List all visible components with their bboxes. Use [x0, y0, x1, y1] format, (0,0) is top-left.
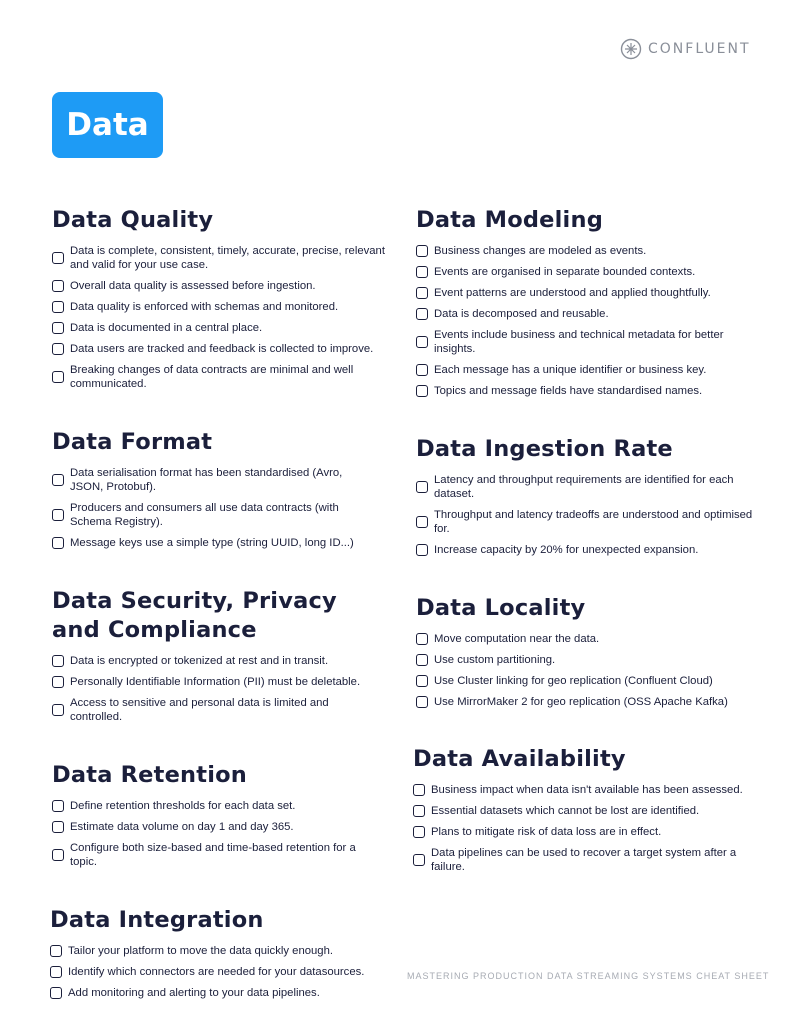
- section-data-modeling: [416, 206, 756, 405]
- checklist-item: [50, 944, 380, 958]
- checkbox-icon[interactable]: [416, 266, 428, 278]
- checklist-item: [413, 846, 758, 874]
- page-title-badge: Data: [52, 92, 163, 158]
- checklist-item-text: Data is complete, consistent, timely, accurate, precise, relevant and valid for your use case.: [70, 245, 385, 271]
- checklist-item: [416, 265, 756, 279]
- checklist-item-text: Estimate data volume on day 1 and day 365.: [70, 821, 294, 833]
- checklist-item: [413, 783, 758, 797]
- section-data-quality: [52, 206, 387, 398]
- checklist-item-text: Event patterns are understood and applied thoughtfully.: [434, 287, 711, 299]
- section-title: Data Availability: [413, 746, 626, 772]
- checklist-item-text: Identify which connectors are needed for your datasources.: [68, 966, 365, 978]
- checklist-item: [416, 307, 756, 321]
- checklist-item: [413, 825, 758, 839]
- checkbox-icon[interactable]: [416, 245, 428, 257]
- checklist-item-text: Overall data quality is assessed before ingestion.: [70, 280, 316, 292]
- checklist-item: [416, 695, 756, 709]
- checklist-item-text: Plans to mitigate risk of data loss are in effect.: [431, 826, 662, 838]
- checkbox-icon[interactable]: [416, 308, 428, 320]
- checklist-item: [416, 244, 756, 258]
- checkbox-icon[interactable]: [416, 516, 428, 528]
- checklist: [52, 654, 382, 724]
- checkbox-icon[interactable]: [52, 371, 64, 383]
- checkbox-icon[interactable]: [413, 784, 425, 796]
- checkbox-icon[interactable]: [416, 696, 428, 708]
- checklist-item: [52, 536, 372, 550]
- brand-header: [620, 38, 751, 60]
- brand-name: CONFLUENT: [648, 41, 751, 57]
- checklist-item-text: Business impact when data isn't available has been assessed.: [431, 784, 743, 796]
- checkbox-icon[interactable]: [52, 252, 64, 264]
- checklist-item-text: Data is decomposed and reusable.: [434, 308, 609, 320]
- checklist-item-text: Tailor your platform to move the data quickly enough.: [68, 945, 333, 957]
- checklist-item-text: Message keys use a simple type (string UUID, long ID...): [70, 537, 354, 549]
- checkbox-icon[interactable]: [416, 544, 428, 556]
- checklist-item-text: Each message has a unique identifier or business key.: [434, 364, 707, 376]
- checklist-item-text: Events include business and technical metadata for better insights.: [434, 329, 724, 355]
- checklist: [416, 244, 756, 398]
- checklist-item: [413, 804, 758, 818]
- checklist-item: [416, 632, 756, 646]
- section-title: Data Retention: [52, 762, 247, 788]
- checklist-item-text: Use Cluster linking for geo replication (Confluent Cloud): [434, 675, 713, 687]
- checklist-item: [52, 466, 372, 494]
- checklist-item: [52, 363, 387, 391]
- checkbox-icon[interactable]: [413, 805, 425, 817]
- section-title: Data Modeling: [416, 207, 603, 233]
- section-title: Data Ingestion Rate: [416, 436, 673, 462]
- checklist: [413, 783, 758, 874]
- checklist-item: [52, 300, 387, 314]
- checkbox-icon[interactable]: [52, 280, 64, 292]
- checklist-item-text: Data quality is enforced with schemas and monitored.: [70, 301, 339, 313]
- checkbox-icon[interactable]: [416, 385, 428, 397]
- checklist: [416, 473, 756, 557]
- checklist-item-text: Data users are tracked and feedback is collected to improve.: [70, 343, 374, 355]
- checklist: [416, 632, 756, 709]
- checklist-item: [52, 279, 387, 293]
- checklist-item: [52, 321, 387, 335]
- checkbox-icon[interactable]: [52, 704, 64, 716]
- checklist-item-text: Define retention thresholds for each data set.: [70, 800, 296, 812]
- checklist-item: [52, 841, 372, 869]
- checklist-item: [50, 965, 380, 979]
- checkbox-icon[interactable]: [416, 675, 428, 687]
- section-data-ingestion-rate: [416, 435, 756, 564]
- checkbox-icon[interactable]: [416, 633, 428, 645]
- section-data-retention: [52, 761, 372, 876]
- section-title: Data Integration: [50, 907, 264, 933]
- checklist-item-text: Increase capacity by 20% for unexpected expansion.: [434, 544, 699, 556]
- checklist-item: [52, 799, 372, 813]
- checklist-item-text: Topics and message fields have standardised names.: [434, 385, 703, 397]
- checkbox-icon[interactable]: [50, 945, 62, 957]
- checklist-item: [52, 696, 382, 724]
- checkbox-icon[interactable]: [52, 849, 64, 861]
- checkbox-icon[interactable]: [52, 821, 64, 833]
- checkbox-icon[interactable]: [52, 655, 64, 667]
- checklist-item-text: Essential datasets which cannot be lost are identified.: [431, 805, 700, 817]
- checklist: [52, 799, 372, 869]
- checklist-item-text: Add monitoring and alerting to your data pipelines.: [68, 987, 320, 999]
- footer-text: MASTERING PRODUCTION DATA STREAMING SYSTEMS CHEAT SHEET: [407, 971, 770, 981]
- checkbox-icon[interactable]: [52, 343, 64, 355]
- checklist-item: [416, 363, 756, 377]
- checklist-item-text: Producers and consumers all use data contracts (with Schema Registry).: [70, 502, 339, 528]
- checkbox-icon[interactable]: [413, 826, 425, 838]
- checklist: [52, 244, 387, 391]
- checklist-item-text: Move computation near the data.: [434, 633, 600, 645]
- checklist-item: [416, 286, 756, 300]
- checklist-item: [416, 473, 756, 501]
- checklist-item: [52, 342, 387, 356]
- checklist: [50, 944, 380, 1000]
- checklist-item-text: Use MirrorMaker 2 for geo replication (OSS Apache Kafka): [434, 696, 728, 708]
- checklist-item-text: Throughput and latency tradeoffs are understood and optimised for.: [434, 509, 753, 535]
- section-data-availability: [413, 745, 758, 881]
- checklist-item-text: Breaking changes of data contracts are minimal and well communicated.: [70, 364, 354, 390]
- checkbox-icon[interactable]: [416, 287, 428, 299]
- checklist-item-text: Use custom partitioning.: [434, 654, 556, 666]
- checklist-item-text: Access to sensitive and personal data is limited and controlled.: [70, 697, 329, 723]
- checklist-item: [416, 508, 756, 536]
- checkbox-icon[interactable]: [416, 481, 428, 493]
- checklist-item: [416, 328, 756, 356]
- checkbox-icon[interactable]: [52, 509, 64, 521]
- section-data-integration: [50, 906, 380, 1007]
- checklist-item: [52, 244, 387, 272]
- section-title: Data Format: [52, 429, 213, 455]
- section-data-format: [52, 428, 372, 557]
- checklist-item-text: Data serialisation format has been standardised (Avro, JSON, Protobuf).: [70, 467, 343, 493]
- checkbox-icon[interactable]: [416, 364, 428, 376]
- checkbox-icon[interactable]: [52, 322, 64, 334]
- checkbox-icon[interactable]: [52, 676, 64, 688]
- checklist-item-text: Data pipelines can be used to recover a target system after a failure.: [431, 847, 737, 873]
- checklist-item: [52, 654, 382, 668]
- checklist-item-text: Latency and throughput requirements are identified for each dataset.: [434, 474, 734, 500]
- section-title: Data Locality: [416, 595, 586, 621]
- checklist-item-text: Business changes are modeled as events.: [434, 245, 647, 257]
- checklist-item: [416, 674, 756, 688]
- confluent-logo-icon: [620, 38, 642, 60]
- checklist-item-text: Configure both size-based and time-based retention for a topic.: [70, 842, 356, 868]
- checkbox-icon[interactable]: [50, 987, 62, 999]
- checklist-item: [416, 543, 756, 557]
- checklist-item: [416, 653, 756, 667]
- checklist-item-text: Data is encrypted or tokenized at rest and in transit.: [70, 655, 329, 667]
- checkbox-icon[interactable]: [52, 800, 64, 812]
- checklist-item: [52, 675, 382, 689]
- checklist-item-text: Events are organised in separate bounded contexts.: [434, 266, 696, 278]
- section-data-security: [52, 587, 382, 731]
- checkbox-icon[interactable]: [52, 474, 64, 486]
- section-title: Data Quality: [52, 207, 214, 233]
- checklist-item-text: Data is documented in a central place.: [70, 322, 263, 334]
- checklist-item: [50, 986, 380, 1000]
- checkbox-icon[interactable]: [413, 854, 425, 866]
- checkbox-icon[interactable]: [416, 654, 428, 666]
- checkbox-icon[interactable]: [52, 537, 64, 549]
- checkbox-icon[interactable]: [52, 301, 64, 313]
- checkbox-icon[interactable]: [50, 966, 62, 978]
- checklist: [52, 466, 372, 550]
- checkbox-icon[interactable]: [416, 336, 428, 348]
- checklist-item-text: Personally Identifiable Information (PII) must be deletable.: [70, 676, 361, 688]
- section-data-locality: [416, 594, 756, 716]
- checklist-item: [52, 820, 372, 834]
- checklist-item: [416, 384, 756, 398]
- checklist-item: [52, 501, 372, 529]
- section-title: Data Security, Privacy and Compliance: [52, 588, 337, 643]
